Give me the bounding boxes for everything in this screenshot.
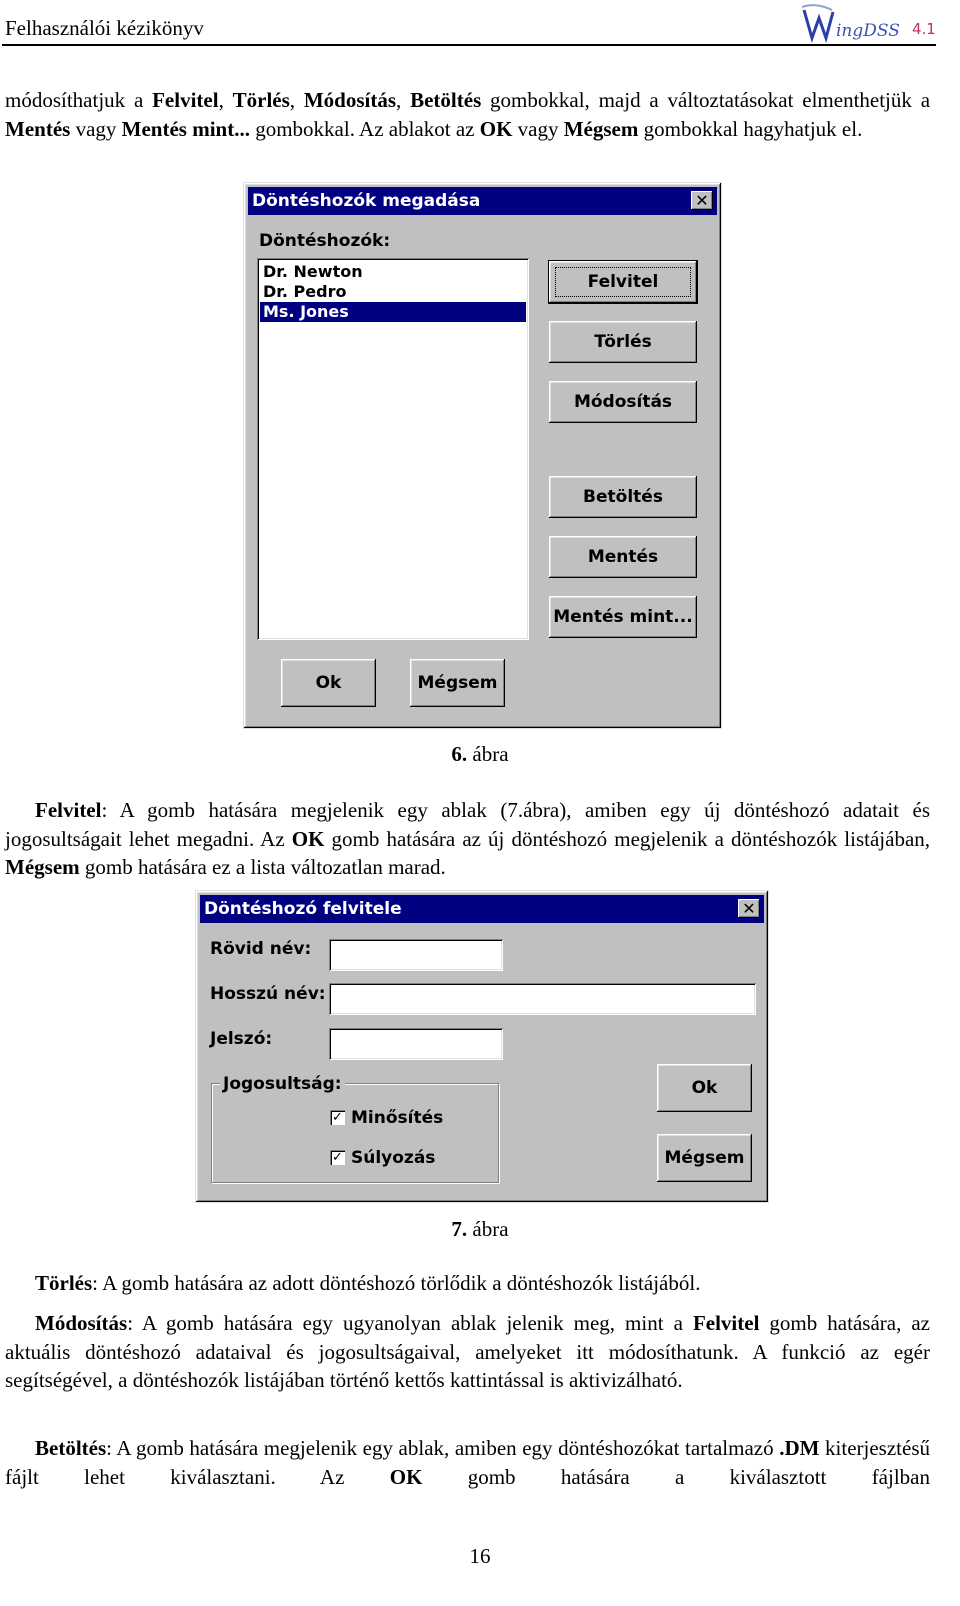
rovid-nev-input[interactable] [329, 939, 503, 971]
dialog-titlebar [248, 187, 717, 215]
ok-button[interactable]: Ok [281, 659, 376, 707]
modositas-button[interactable]: Módosítás [549, 381, 697, 423]
dialog-titlebar [200, 895, 764, 923]
list-item-selected[interactable]: Ms. Jones [260, 302, 526, 322]
betoltes-button[interactable]: Betöltés [549, 476, 697, 518]
mentes-button[interactable]: Mentés [549, 536, 697, 578]
megsem-button[interactable]: Mégsem [657, 1134, 752, 1182]
mentes-mint-button[interactable]: Mentés mint... [549, 596, 697, 638]
modositas-paragraph: Módosítás: A gomb hatására egy ugyanolyan ablak jelenik meg, mint a Felvitel gomb hatására, az aktuális döntéshozó adataival és jogosultságaival, amelyeket itt módosíthatunk. A funkció az egér segítségével, a döntéshozók listájában történő kettős kattintással is aktivizálható. [5, 1311, 930, 1392]
jogosultsag-label: Jogosultság: [220, 1074, 345, 1094]
betoltes-paragraph: Betöltés: A gomb hatására megjelenik egy ablak, amiben egy döntéshozókat tartalmazó .DM kiterjesztésű fájlt lehet kiválasztani. Az OK gomb hatására a kiválasztott fájlban [5, 1436, 930, 1489]
donteshozo-felvitele-dialog [195, 890, 769, 1203]
rovid-nev-label: Rövid név: [210, 939, 312, 959]
felvitel-paragraph: Felvitel: A gomb hatására megjelenik egy ablak (7.ábra), amiben egy új döntéshozó adatait és jogosultságait lehet megadni. Az OK gomb hatására az új döntéshozó megjelenik a döntéshozók listájában, Mégsem gomb hatására ez a lista változatlan marad. [5, 798, 931, 879]
ok-button[interactable]: Ok [657, 1064, 752, 1112]
svg-text:4.1: 4.1 [912, 20, 936, 38]
hosszu-nev-label: Hosszú név: [210, 984, 326, 1004]
torles-button[interactable]: Törlés [549, 321, 697, 363]
hosszu-nev-input[interactable] [329, 983, 756, 1015]
figure-caption-7: 7. ábra [451, 1217, 509, 1241]
jogosultsag-group [211, 1083, 499, 1183]
dialog-title: Döntéshozó felvitele [204, 899, 402, 919]
minosites-checkbox[interactable]: ✓ [330, 1110, 345, 1125]
dialog-title: Döntéshozók megadása [252, 191, 481, 211]
close-icon[interactable]: ✕ [691, 191, 713, 210]
running-header: Felhasználói kézikönyv [5, 16, 204, 40]
svg-text:ingDSS: ingDSS [836, 21, 900, 41]
intro-paragraph: módosíthatjuk a Felvitel, Törlés, Módosítás, Betöltés gombokkal, majd a változtatásokat elmenthetjük a Mentés vagy Mentés mint... gombokkal. Az ablakot az OK vagy Mégsem gombokkal hagyhatjuk el. [5, 88, 931, 141]
jelszo-label: Jelszó: [210, 1029, 273, 1049]
wingdss-logo [802, 4, 950, 44]
dontéshozok-dialog [243, 182, 722, 729]
list-item[interactable]: Dr. Newton [263, 262, 363, 281]
figure-caption-6: 6. ábra [451, 742, 509, 766]
dontéshozok-listbox[interactable] [257, 258, 529, 640]
list-item[interactable]: Dr. Pedro [263, 282, 347, 301]
megsem-button[interactable]: Mégsem [410, 659, 505, 707]
page-number: 16 [469, 1544, 491, 1568]
list-label: Döntéshozók: [259, 231, 391, 251]
torles-paragraph: Törlés: A gomb hatására az adott döntéshozó törlődik a döntéshozók listájából. [35, 1271, 701, 1295]
jelszo-input[interactable] [329, 1028, 503, 1060]
close-icon[interactable]: ✕ [738, 899, 760, 918]
sulyozas-label: Súlyozás [351, 1148, 436, 1168]
header-rule [2, 44, 936, 46]
sulyozas-checkbox[interactable]: ✓ [330, 1150, 345, 1165]
minosites-label: Minősítés [351, 1108, 444, 1128]
felvitel-button[interactable]: Felvitel [549, 261, 697, 303]
